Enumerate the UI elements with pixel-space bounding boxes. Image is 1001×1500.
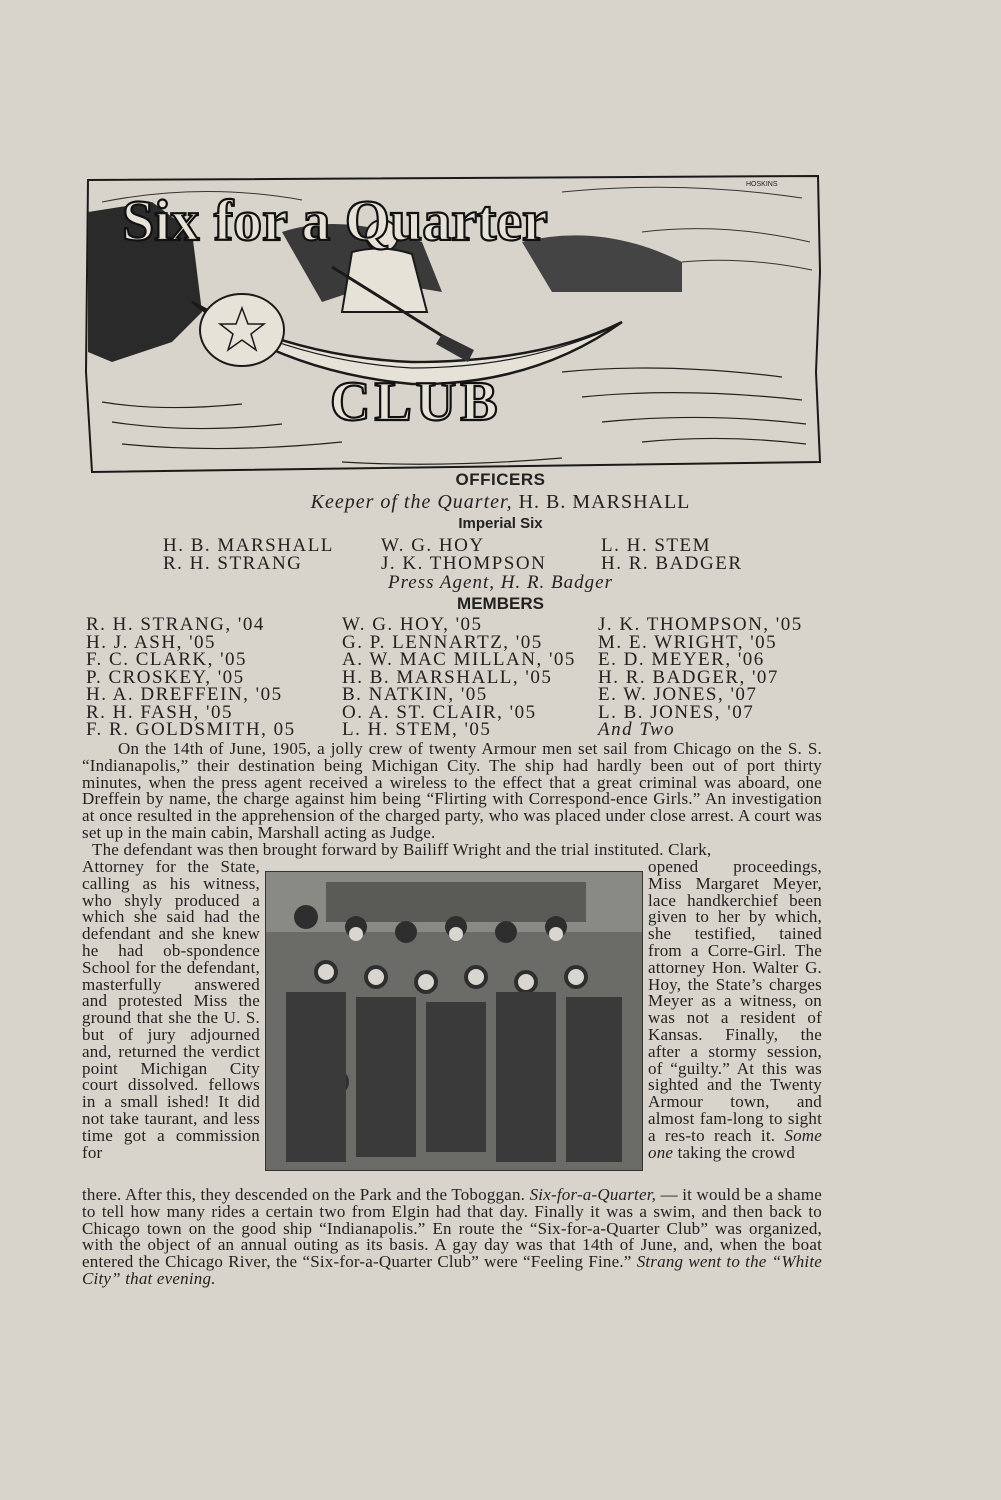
member-name: H. A. DREFFEIN, '05 xyxy=(86,684,283,705)
member-name: P. CROSKEY, '05 xyxy=(86,666,245,688)
group-photo-image xyxy=(266,872,642,1170)
press-agent: Press Agent, H. R. Badger xyxy=(387,572,613,593)
closing-text-b: — it would be a shame to tell how many rides a certain two from Elgin had that day. Finally it was a swim, and then back to Chicago town on the good ship “Indianapolis.” En route the “Six-for-a-Quarter Club” was organized, with the object of an annual outing as its basis. A gay day was that 14th of June, and, when the boat entered the Chicago River, the “Six-for-a-Quarter Club” were “Feeling Fine.” xyxy=(82,1185,823,1272)
press-agent-line xyxy=(0,572,1001,594)
imperial-name: H. R. BADGER xyxy=(601,552,743,574)
member-name: E. D. MEYER, '06 xyxy=(598,649,765,670)
member-and-two xyxy=(598,721,803,739)
header-illustration xyxy=(82,172,824,477)
member-name: B. NATKIN, '05 xyxy=(342,684,488,705)
imperial-six-heading: Imperial Six xyxy=(458,515,543,532)
member-name: G. P. LENNARTZ, '05 xyxy=(342,631,543,653)
group-photo xyxy=(265,871,643,1171)
member-name: F. R. GOLDSMITH, 05 xyxy=(86,719,296,740)
canoe-drawing xyxy=(82,172,824,477)
member-name: F. C. CLARK, '05 xyxy=(86,649,248,670)
right-column-text: opened proceedings, Miss Margaret Meyer, lace handkerchief been given to her by which, she testified, tained from a Corre-Girl. The attorney Hon. Walter G. Hoy, the State’s charges Meyer as a witness, on was not a resident of Kansas. Finally, the after a stormy session, of “guilty.” At this was sighted and the Twenty Armour town, and almost fam-long to sight a res-to reach it. xyxy=(648,857,822,1145)
header-title-bottom: CLUB xyxy=(330,371,502,433)
member-name: L. H. STEM, '05 xyxy=(342,719,492,740)
member-name: H. J. ASH, '05 xyxy=(86,631,216,653)
members-heading: MEMBERS xyxy=(457,594,544,613)
closing-final-italic: Strang went to the “White City” that evening. xyxy=(82,1252,822,1288)
keeper-line xyxy=(0,491,1001,514)
member-name: H. B. MARSHALL, '05 xyxy=(342,666,553,688)
imperial-name: L. H. STEM xyxy=(601,535,711,556)
imperial-col-1 xyxy=(163,537,334,572)
imperial-col-3 xyxy=(601,537,743,572)
keeper-label: Keeper of the Quarter, xyxy=(310,491,513,513)
member-name: W. G. HOY, '05 xyxy=(342,614,483,635)
member-name: E. W. JONES, '07 xyxy=(598,684,758,705)
closing-italic: Six-for-a-Quarter, xyxy=(529,1185,657,1204)
member-name: L. B. JONES, '07 xyxy=(598,701,755,723)
member-name: A. W. MAC MILLAN, '05 xyxy=(342,649,576,670)
story-paragraph-1: On the 14th of June, 1905, a jolly crew of twenty Armour men set sail from Chicago on the S. S. “Indianapolis,” their destination being Michigan City. The ship had hardly been out of port thirty minutes, when the press agent received a wireless to the effect that a great criminal was aboard, one Dreffein by name, the charge against him being “Flirting with Correspond-ence Girls.” An investigation at once resulted in the apprehension of the charged party, who was placed under close arrest. A court was set up in the main cabin, Marshall acting as Judge. xyxy=(82,739,822,842)
right-column-tail: taking the crowd xyxy=(677,1142,796,1162)
member-name: J. K. THOMPSON, '05 xyxy=(598,614,803,635)
members-col-3 xyxy=(598,616,803,739)
closing-text-a: there. After this, they descended on the Park and the Toboggan. xyxy=(82,1185,526,1204)
member-name: R. H. FASH, '05 xyxy=(86,701,233,723)
story-closing xyxy=(82,1187,822,1288)
imperial-name: R. H. STRANG xyxy=(163,552,303,574)
members-col-2 xyxy=(342,616,576,739)
imperial-name: W. G. HOY xyxy=(381,535,485,556)
imperial-name: H. B. MARSHALL xyxy=(163,535,334,556)
members-col-1 xyxy=(86,616,296,739)
member-name: M. E. WRIGHT, '05 xyxy=(598,631,778,653)
story-right-column xyxy=(648,859,822,1161)
officers-heading: OFFICERS xyxy=(455,470,546,489)
header-title-top: Six for a Quarter xyxy=(122,188,548,253)
story-paragraph-2: The defendant was then brought forward by Bailiff Wright and the trial instituted. Clark, xyxy=(92,840,712,859)
imperial-col-2 xyxy=(381,537,546,572)
and-two-text: And Two xyxy=(598,719,676,740)
member-name: H. R. BADGER, '07 xyxy=(598,666,779,688)
artist-signature: HOSKINS xyxy=(746,181,778,188)
member-name: O. A. ST. CLAIR, '05 xyxy=(342,701,537,723)
story-left-column: Attorney for the State, calling as his witness, who shyly produced a which she said had the defendant and she knew he had ob-spondence School for the defendant, masterfully answered and protested Miss the ground that she the U. S. but of jury adjourned and, returned the verdict point Michigan City court dissolved. fellows in a small ished! It did not take taurant, and less time got a commission for xyxy=(82,857,260,1162)
keeper-name: H. B. MARSHALL xyxy=(518,491,691,513)
member-name: R. H. STRANG, '04 xyxy=(86,614,265,635)
imperial-name: J. K. THOMPSON xyxy=(381,552,547,574)
right-column-italic: Some one xyxy=(648,1125,822,1162)
